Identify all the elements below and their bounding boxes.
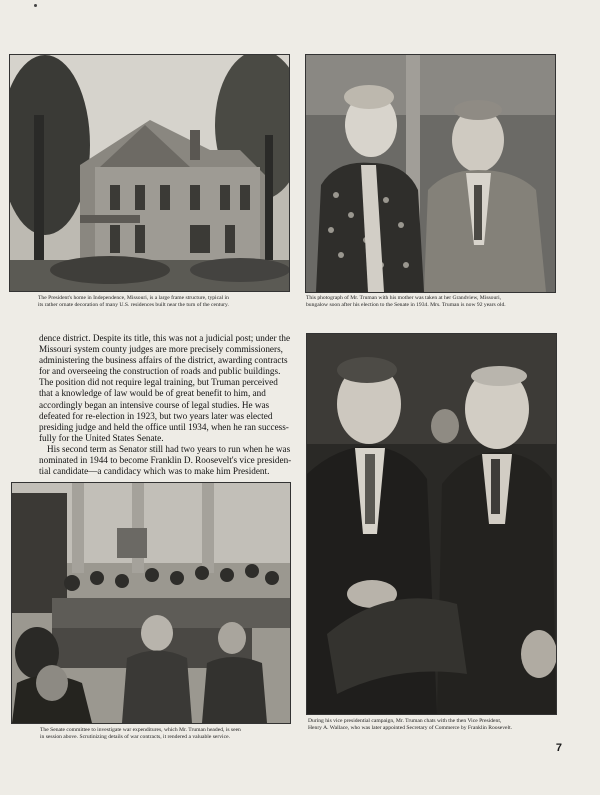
- article-line: tial candidate—a candidacy which was to make him President.: [39, 466, 270, 477]
- article-line: for and overseeing the construction of roads and public buildings.: [39, 366, 281, 377]
- caption-line: The President's home in Independence, Missouri, is a large frame structure, typical in: [38, 295, 229, 301]
- page-number: 7: [555, 742, 562, 754]
- caption-line: This photograph of Mr. Truman with his mother was taken at her Grandview, Missouri,: [306, 295, 502, 301]
- caption-line: in session above. Scrutinizing details of war contracts, it rendered a valuable service.: [40, 734, 230, 740]
- article-line: that a knowledge of law would be of great benefit to him, and: [39, 388, 266, 399]
- caption-line: bungalow soon after his election to the Senate in 1934. Mrs. Truman is now 92 years old.: [306, 302, 506, 308]
- article-line: defeated for re-election in 1923, but two years later was elected: [39, 410, 273, 421]
- article-line: nominated in 1944 to become Franklin D. Roosevelt's vice presiden-: [39, 455, 292, 466]
- article-line: The position did not require legal training, but Truman perceived: [39, 377, 278, 388]
- wallace-caption: [308, 718, 556, 732]
- house-photo: [9, 54, 290, 292]
- wallace-photo: [306, 333, 557, 715]
- caption-line: During his vice presidential campaign, Mr. Truman chats with the then Vice President,: [308, 718, 502, 724]
- committee-photo: [11, 482, 291, 724]
- article-text: [39, 333, 295, 477]
- caption-line: its rather ornate decoration of many U.S. residences built near the turn of the century.: [38, 302, 229, 308]
- article-line: fully for the United States Senate.: [39, 432, 164, 443]
- house-caption: [38, 295, 288, 309]
- caption-line: The Senate committee to investigate war expenditures, which Mr. Truman headed, is seen: [40, 727, 241, 733]
- article-line: dence district. Despite its title, this was not a judicial post; under the: [39, 333, 291, 343]
- article-line: His second term as Senator still had two years to run when he was: [47, 443, 291, 454]
- article-line: presiding judge and held the office until 1934, when he ran success-: [39, 421, 289, 432]
- mother-photo: [305, 54, 556, 293]
- caption-line: Henry A. Wallace, who was later appointed Secretary of Commerce by Franklin Roosevelt.: [308, 725, 513, 731]
- article-line: administering the business affairs of the district, awarding contracts: [39, 355, 288, 366]
- speck: [34, 4, 37, 7]
- committee-caption: [40, 727, 290, 741]
- mother-caption: [306, 295, 554, 309]
- article-line: Missouri system county judges are more precisely commissioners,: [39, 344, 283, 355]
- article-line: accordingly began an intensive course of legal studies. He was: [39, 399, 270, 410]
